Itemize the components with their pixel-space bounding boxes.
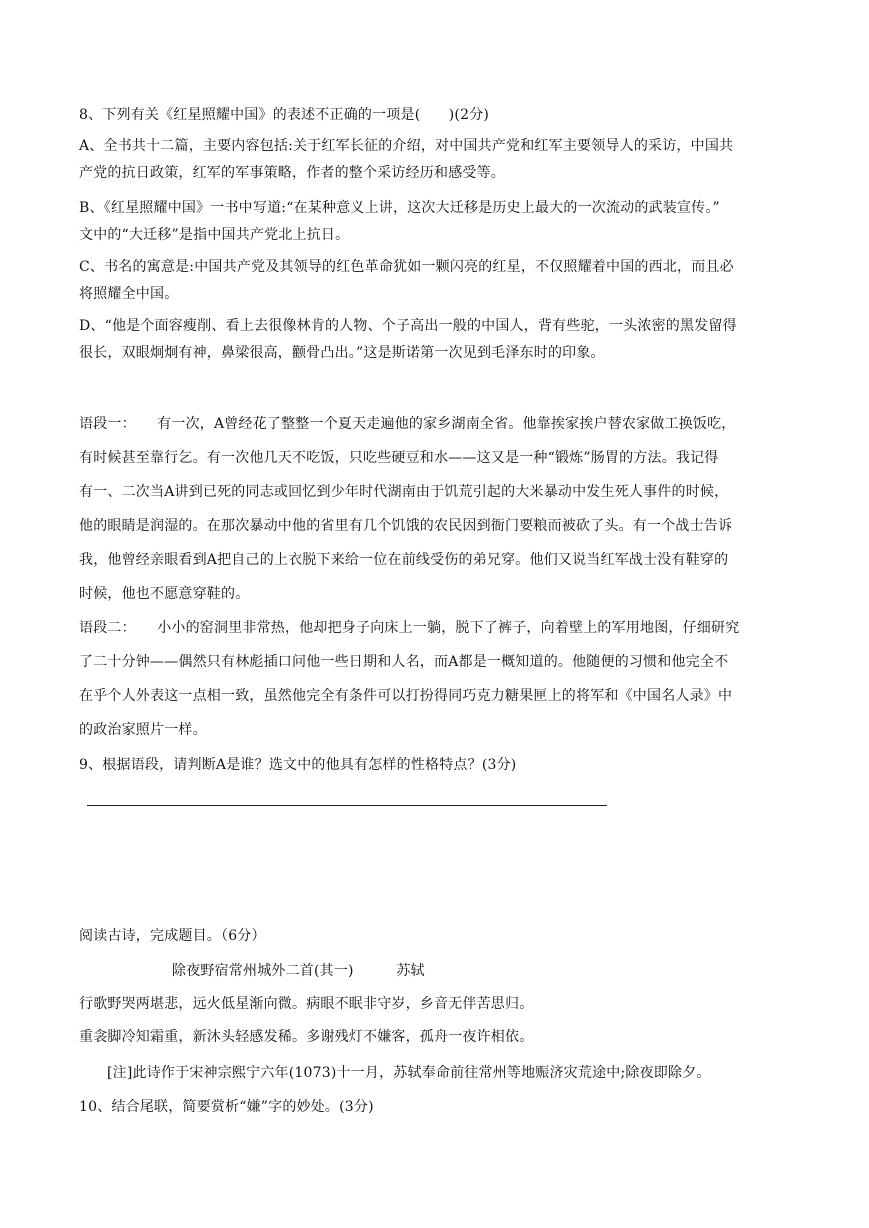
passage1-line1: 语段一： 有一次，A曾经花了整整一个夏天走遍他的家乡湖南全省。他靠挨家挨户替农家做工换饭吃， [79,416,736,432]
q9-answer-line [87,805,607,806]
q8-option-a-line1: A、全书共十二篇，主要内容包括:关于红军长征的介绍，对中国共产党和红军主要领导人的采访，中国共 [79,138,734,154]
passage1-line3: 有一、二次当A讲到已死的同志或回忆到少年时代湖南由于饥荒引起的大米暴动中发生死人事件的时候， [79,484,729,500]
q10-stem: 10、结合尾联，简要赏析“嫌”字的妙处。(3分) [79,1099,374,1115]
q9-stem: 9、根据语段，请判断A是谁？选文中的他具有怎样的性格特点？(3分) [79,757,517,773]
q8-stem: 8、下列有关《红星照耀中国》的表述不正确的一项是( )(2分) [79,107,490,123]
poem-line2: 重衾脚冷知霜重，新沐头轻感发稀。多谢残灯不嫌客，孤舟一夜许相依。 [79,1029,534,1045]
passage2-line4: 的政治家照片一样。 [79,722,207,738]
poem-intro: 阅读古诗，完成题目。（6分） [79,928,266,944]
passage1-line2: 有时候甚至靠行乞。有一次他几天不吃饭，只吃些硬豆和水——这又是一种“锻炼”肠胃的方法。我记得 [79,450,719,466]
passage2-line3: 在乎个人外表这一点相一致，虽然他完全有条件可以打扮得同巧克力糖果匣上的将军和《中国名人录》中 [79,688,733,704]
q8-option-d-line2: 很长，双眼炯炯有神，鼻梁很高，颧骨凸出。”这是斯诺第一次见到毛泽东时的印象。 [79,345,605,361]
q8-option-c-line1: C、书名的寓意是:中国共产党及其领导的红色革命犹如一颗闪亮的红星，不仅照耀着中国的西北，而且必 [79,259,734,275]
q8-option-b-line2: 文中的“大迁移”是指中国共产党北上抗日。 [79,227,350,243]
q8-option-c-line2: 将照耀全中国。 [79,286,179,302]
poem-note: [注]此诗作于宋神宗熙宁六年(1073)十一月，苏轼奉命前往常州等地赈济灾荒途中;除夜即除夕。 [107,1065,711,1081]
passage1-line4: 他的眼睛是润湿的。在那次暴动中他的省里有几个饥饿的农民因到衙门要粮而被砍了头。有一个战士告诉 [79,518,733,534]
poem-title: 除夜野宿常州城外二首(其一) 苏轼 [172,963,425,979]
q8-option-d-line1: D、“他是个面容瘦削、看上去很像林肯的人物、个子高出一般的中国人，背有些驼，一头浓密的黑发留得 [79,318,737,334]
q8-option-a-line2: 产党的抗日政策，红军的军事策略，作者的整个采访经历和感受等。 [79,165,505,181]
passage1-line5: 我，他曾经亲眼看到A把自己的上衣脱下来给一位在前线受伤的弟兄穿。他们又说当红军战士没有鞋穿的 [79,552,729,568]
passage2-line2: 了二十分钟——偶然只有林彪插口问他一些日期和人名，而A都是一概知道的。他随便的习惯和他完全不 [79,654,729,670]
poem-line1: 行歌野哭两堪悲，远火低星渐向微。病眼不眠非守岁，乡音无伴苦思归。 [79,996,534,1012]
passage1-line6: 时候，他也不愿意穿鞋的。 [79,586,250,602]
passage2-line1: 语段二： 小小的窑洞里非常热，他却把身子向床上一躺，脱下了裤子，向着壁上的军用地图，仔细研究 [79,620,740,636]
q8-option-b-line1: B、《红星照耀中国》一书中写道:“在某种意义上讲，这次大迁移是历史上最大的一次流动的武装宣传。” [79,200,720,216]
